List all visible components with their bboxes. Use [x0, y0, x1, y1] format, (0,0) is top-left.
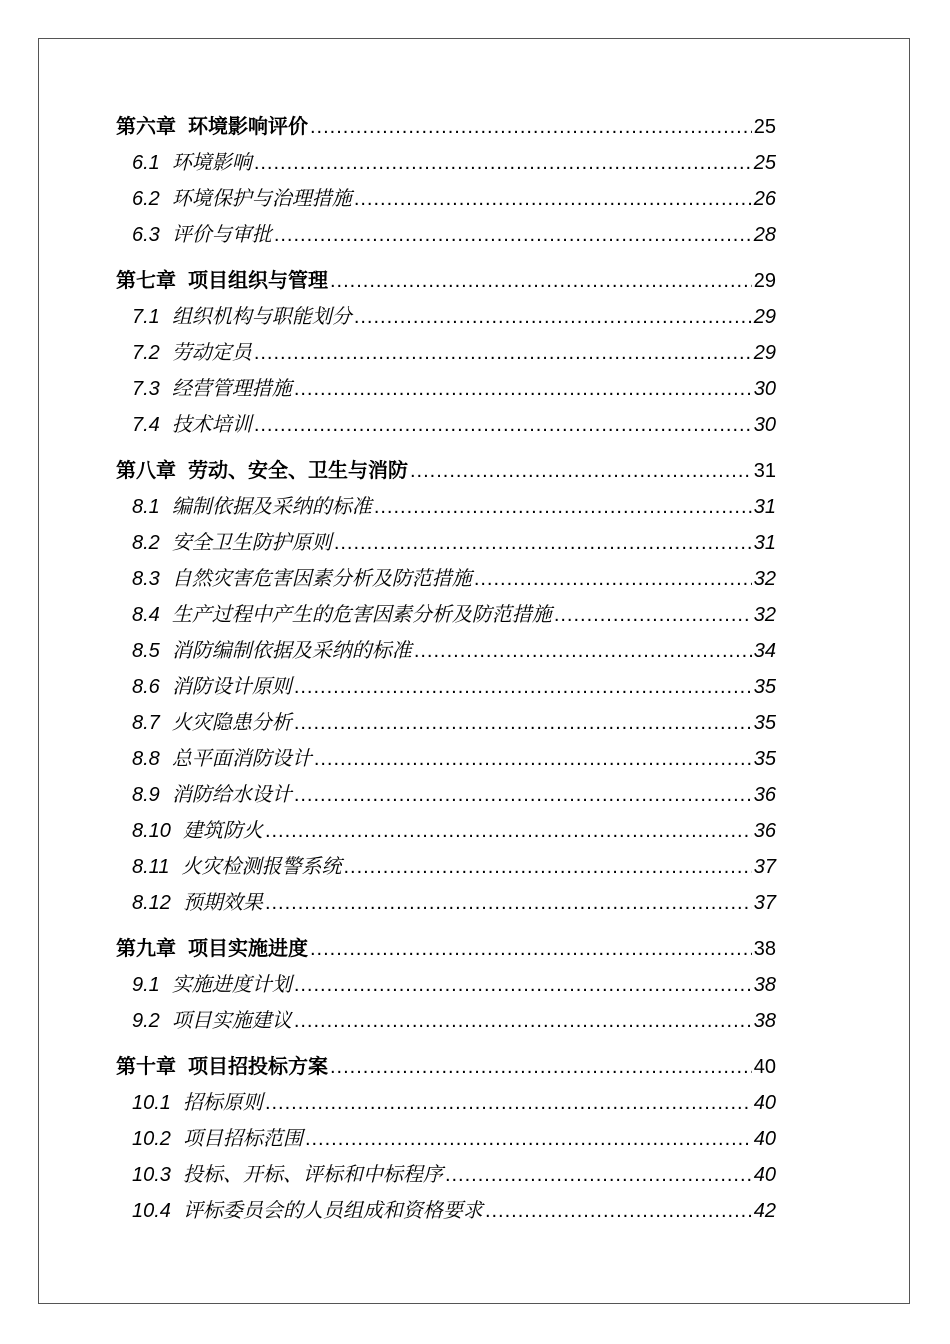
toc-dot-leader — [294, 777, 752, 813]
toc-entry-text: 预期效果 — [182, 892, 263, 914]
toc-entry-title — [116, 263, 328, 299]
toc-entry-text: 劳动定员 — [171, 342, 252, 364]
toc-entry-text: 环境保护与治理措施 — [171, 188, 352, 210]
toc-entry-number: 7.1 — [132, 306, 160, 328]
toc-chapter-entry[interactable] — [116, 109, 776, 145]
toc-chapter-entry[interactable] — [116, 931, 776, 967]
toc-page-number: 29 — [753, 306, 776, 328]
toc-dot-leader — [294, 669, 752, 705]
toc-page-number: 32 — [753, 604, 776, 626]
toc-entry-text: 实施进度计划 — [171, 974, 292, 996]
toc-entry-title — [132, 967, 292, 1003]
toc-entry-text: 建筑防火 — [182, 820, 263, 842]
toc-entry-number: 8.3 — [132, 568, 160, 590]
toc-entry-number: 8.7 — [132, 712, 160, 734]
toc-entry-number: 8.6 — [132, 676, 160, 698]
toc-entry-number: 第十章 — [116, 1056, 176, 1078]
toc-entry-title — [132, 145, 252, 181]
toc-page-number: 35 — [753, 712, 776, 734]
toc-section-entry[interactable] — [116, 813, 776, 849]
toc-entry-title — [132, 669, 292, 705]
toc-dot-leader — [254, 145, 752, 181]
toc-page-number: 26 — [753, 188, 776, 210]
toc-dot-leader — [410, 453, 752, 489]
toc-page-number: 34 — [753, 640, 776, 662]
toc-page-number: 29 — [753, 342, 776, 364]
toc-entry-number: 第八章 — [116, 460, 176, 482]
toc-dot-leader — [330, 1049, 752, 1085]
toc-entry-number: 7.2 — [132, 342, 160, 364]
toc-page-number: 36 — [753, 820, 776, 842]
toc-entry-text: 项目实施建议 — [171, 1010, 292, 1032]
toc-dot-leader — [310, 109, 752, 145]
toc-dot-leader — [474, 561, 752, 597]
toc-entry-number: 7.4 — [132, 414, 160, 436]
toc-page-number: 36 — [753, 784, 776, 806]
toc-section-entry[interactable] — [116, 217, 776, 253]
toc-entry-text: 投标、开标、评标和中标程序 — [182, 1164, 443, 1186]
toc-page-number: 28 — [753, 224, 776, 246]
toc-entry-text: 火灾隐患分析 — [171, 712, 292, 734]
toc-page-number: 38 — [753, 938, 776, 960]
toc-entry-text: 火灾检测报警系统 — [181, 856, 342, 878]
toc-section-entry[interactable] — [116, 741, 776, 777]
toc-chapter-entry[interactable] — [116, 1049, 776, 1085]
toc-entry-number: 8.4 — [132, 604, 160, 626]
toc-entry-text: 总平面消防设计 — [171, 748, 312, 770]
toc-entry-title — [132, 1193, 483, 1229]
toc-entry-text: 安全卫生防护原则 — [171, 532, 332, 554]
toc-entry-title — [132, 1085, 263, 1121]
toc-dot-leader — [265, 885, 752, 921]
toc-entry-title — [132, 705, 292, 741]
toc-entry-title — [132, 1121, 303, 1157]
toc-page-number: 40 — [753, 1056, 776, 1078]
toc-section-entry[interactable] — [116, 849, 776, 885]
toc-dot-leader — [274, 217, 752, 253]
toc-page-number: 31 — [753, 496, 776, 518]
toc-entry-text: 项目实施进度 — [188, 938, 308, 960]
toc-entry-text: 技术培训 — [171, 414, 252, 436]
toc-dot-leader — [305, 1121, 752, 1157]
toc-entry-text: 招标原则 — [182, 1092, 263, 1114]
toc-section-entry[interactable] — [116, 967, 776, 1003]
toc-entry-number: 第六章 — [116, 116, 176, 138]
toc-dot-leader — [265, 813, 752, 849]
toc-entry-number: 8.8 — [132, 748, 160, 770]
toc-page-number: 42 — [753, 1200, 776, 1222]
toc-entry-number: 8.5 — [132, 640, 160, 662]
toc-entry-title — [116, 109, 308, 145]
toc-dot-leader — [354, 181, 752, 217]
toc-dot-leader — [485, 1193, 752, 1229]
toc-entry-title — [132, 407, 252, 443]
toc-section-entry[interactable] — [116, 1085, 776, 1121]
toc-page-number: 25 — [753, 152, 776, 174]
toc-dot-leader — [330, 263, 752, 299]
toc-dot-leader — [554, 597, 752, 633]
toc-entry-number: 7.3 — [132, 378, 160, 400]
toc-dot-leader — [334, 525, 752, 561]
toc-dot-leader — [354, 299, 752, 335]
toc-section-entry[interactable] — [116, 181, 776, 217]
toc-section-entry[interactable] — [116, 705, 776, 741]
toc-section-entry[interactable] — [116, 1157, 776, 1193]
toc-page-number: 31 — [753, 532, 776, 554]
toc-entry-title — [116, 453, 408, 489]
toc-dot-leader — [374, 489, 752, 525]
toc-entry-text: 消防编制依据及采纳的标准 — [171, 640, 412, 662]
toc-section-entry[interactable] — [116, 669, 776, 705]
toc-dot-leader — [294, 705, 752, 741]
toc-entry-text: 劳动、安全、卫生与消防 — [188, 460, 408, 482]
toc-dot-leader — [314, 741, 752, 777]
toc-entry-title — [132, 1157, 443, 1193]
toc-section-entry[interactable] — [116, 145, 776, 181]
toc-dot-leader — [343, 849, 751, 885]
toc-entry-number: 8.11 — [132, 856, 170, 878]
toc-entry-text: 项目招标范围 — [182, 1128, 303, 1150]
toc-entry-number: 10.3 — [132, 1164, 171, 1186]
toc-dot-leader — [254, 407, 752, 443]
toc-page-number: 25 — [753, 116, 776, 138]
toc-entry-number: 8.2 — [132, 532, 160, 554]
toc-entry-title — [132, 299, 352, 335]
toc-section-entry[interactable] — [116, 407, 776, 443]
toc-entry-title — [132, 849, 341, 885]
toc-entry-title — [132, 181, 352, 217]
toc-page-number: 31 — [753, 460, 776, 482]
toc-entry-title — [132, 561, 472, 597]
toc-dot-leader — [445, 1157, 752, 1193]
toc-page-number: 35 — [753, 748, 776, 770]
toc-section-entry[interactable] — [116, 525, 776, 561]
toc-page-number: 29 — [753, 270, 776, 292]
toc-section-entry[interactable] — [116, 885, 776, 921]
table-of-contents — [116, 109, 776, 1229]
toc-page-number: 32 — [753, 568, 776, 590]
toc-entry-number: 10.4 — [132, 1200, 171, 1222]
toc-entry-title — [132, 633, 412, 669]
toc-entry-title — [132, 777, 292, 813]
toc-section-entry[interactable] — [116, 371, 776, 407]
toc-dot-leader — [265, 1085, 752, 1121]
toc-entry-text: 项目组织与管理 — [188, 270, 328, 292]
toc-dot-leader — [294, 371, 752, 407]
toc-entry-number: 8.12 — [132, 892, 171, 914]
toc-section-entry[interactable] — [116, 597, 776, 633]
toc-entry-text: 编制依据及采纳的标准 — [171, 496, 372, 518]
toc-entry-text: 项目招投标方案 — [188, 1056, 328, 1078]
toc-page-number: 30 — [753, 414, 776, 436]
toc-page-number: 40 — [753, 1092, 776, 1114]
toc-page-number: 38 — [753, 1010, 776, 1032]
toc-entry-number: 6.2 — [132, 188, 160, 210]
toc-section-entry[interactable] — [116, 777, 776, 813]
toc-section-entry[interactable] — [116, 1193, 776, 1229]
toc-entry-text: 评价与审批 — [171, 224, 272, 246]
toc-entry-title — [132, 217, 272, 253]
toc-entry-text: 经营管理措施 — [171, 378, 292, 400]
toc-entry-title — [132, 489, 372, 525]
toc-section-entry[interactable] — [116, 489, 776, 525]
toc-entry-number: 8.10 — [132, 820, 171, 842]
toc-section-entry[interactable] — [116, 561, 776, 597]
toc-entry-title — [132, 1003, 292, 1039]
toc-entry-title — [132, 885, 263, 921]
toc-dot-leader — [294, 967, 752, 1003]
toc-entry-title — [132, 525, 332, 561]
toc-entry-title — [132, 335, 252, 371]
toc-entry-title — [132, 741, 312, 777]
toc-entry-text: 环境影响 — [171, 152, 252, 174]
toc-section-entry[interactable] — [116, 299, 776, 335]
toc-section-entry[interactable] — [116, 633, 776, 669]
toc-entry-title — [132, 813, 263, 849]
toc-page-number: 37 — [753, 892, 776, 914]
toc-section-entry[interactable] — [116, 1121, 776, 1157]
toc-entry-number: 6.3 — [132, 224, 160, 246]
toc-entry-text: 消防设计原则 — [171, 676, 292, 698]
toc-dot-leader — [254, 335, 752, 371]
toc-entry-text: 环境影响评价 — [188, 116, 308, 138]
toc-chapter-entry[interactable] — [116, 453, 776, 489]
toc-page-number: 40 — [753, 1128, 776, 1150]
toc-entry-number: 10.1 — [132, 1092, 171, 1114]
toc-chapter-entry[interactable] — [116, 263, 776, 299]
toc-entry-number: 8.1 — [132, 496, 160, 518]
toc-entry-text: 评标委员会的人员组成和资格要求 — [182, 1200, 483, 1222]
toc-entry-text: 自然灾害危害因素分析及防范措施 — [171, 568, 472, 590]
toc-entry-number: 9.2 — [132, 1010, 160, 1032]
toc-entry-title — [132, 597, 552, 633]
toc-dot-leader — [414, 633, 752, 669]
toc-entry-text: 组织机构与职能划分 — [171, 306, 352, 328]
toc-entry-number: 9.1 — [132, 974, 160, 996]
toc-section-entry[interactable] — [116, 335, 776, 371]
toc-entry-number: 6.1 — [132, 152, 160, 174]
toc-entry-title — [132, 371, 292, 407]
toc-dot-leader — [294, 1003, 752, 1039]
toc-entry-number: 8.9 — [132, 784, 160, 806]
toc-page-number: 40 — [753, 1164, 776, 1186]
toc-entry-number: 10.2 — [132, 1128, 171, 1150]
toc-entry-number: 第九章 — [116, 938, 176, 960]
toc-page-number: 30 — [753, 378, 776, 400]
toc-page-number: 38 — [753, 974, 776, 996]
toc-entry-title — [116, 1049, 328, 1085]
toc-page-number: 37 — [753, 856, 776, 878]
toc-section-entry[interactable] — [116, 1003, 776, 1039]
toc-entry-title — [116, 931, 308, 967]
toc-page-number: 35 — [753, 676, 776, 698]
toc-entry-number: 第七章 — [116, 270, 176, 292]
toc-entry-text: 生产过程中产生的危害因素分析及防范措施 — [171, 604, 552, 626]
toc-dot-leader — [310, 931, 752, 967]
toc-entry-text: 消防给水设计 — [171, 784, 292, 806]
